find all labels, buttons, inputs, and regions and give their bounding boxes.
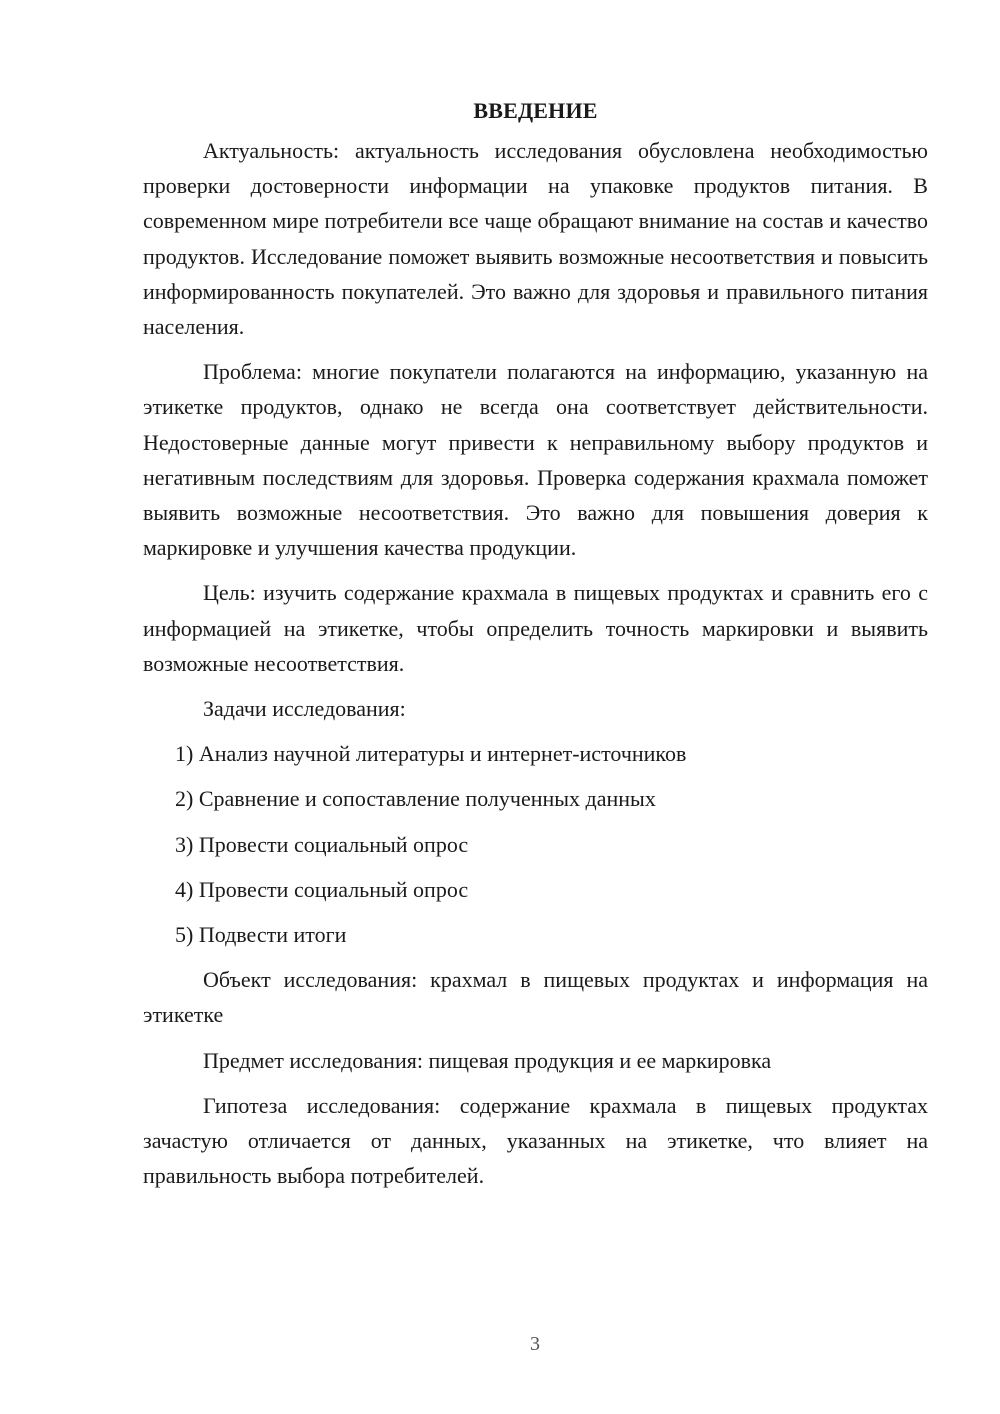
paragraph-subject: Предмет исследования: пищевая продукция и ее маркировка [203, 1047, 772, 1073]
tasks-heading: Задачи исследования: [203, 696, 406, 722]
task-item: 3) Провести социальный опрос [175, 831, 469, 857]
tasks-list [143, 736, 928, 952]
paragraph-relevance: Актуальность: актуальность исследования обусловлена необходимостью проверки достоверности информации на упаковке продуктов питания. В современном мире потребители все чаще обращают внимание на состав и качество продуктов. Исследование поможет выявить возможные несоответствия и повысить информированность покупателей. Это важно для здоровья и правильного питания населения. [143, 138, 928, 340]
page-number: 3 [530, 1333, 540, 1355]
task-item: 2) Сравнение и сопоставление полученных данных [175, 786, 656, 812]
paragraph-problem: Проблема: многие покупатели полагаются на информацию, указанную на этикетке продуктов, однако не всегда она соответствует действительности. Недостоверные данные могут привести к неправильному выбору продуктов и негативным последствиям для здоровья. Проверка содержания крахмала поможет выявить возможные несоответствия. Это важно для повышения доверия к маркировке и улучшения качества продукции. [143, 359, 928, 561]
paragraph-goal: Цель: изучить содержание крахмала в пищевых продуктах и сравнить его с информацией на этикетке, чтобы определить точность маркировки и выявить возможные несоответствия. [143, 580, 928, 676]
task-item: 4) Провести социальный опрос [175, 876, 469, 902]
paragraph-hypothesis: Гипотеза исследования: содержание крахмала в пищевых продуктах зачастую отличается от данных, указанных на этикетке, что влияет на правильность выбора потребителей. [143, 1092, 928, 1189]
paragraph-object: Объект исследования: крахмал в пищевых продуктах и информация на этикетке [143, 967, 928, 1028]
section-title: ВВЕДЕНИЕ [473, 98, 598, 123]
document-page [143, 93, 928, 1203]
task-item: 1) Анализ научной литературы и интернет-источников [175, 741, 687, 767]
task-item: 5) Подвести итоги [175, 922, 347, 948]
